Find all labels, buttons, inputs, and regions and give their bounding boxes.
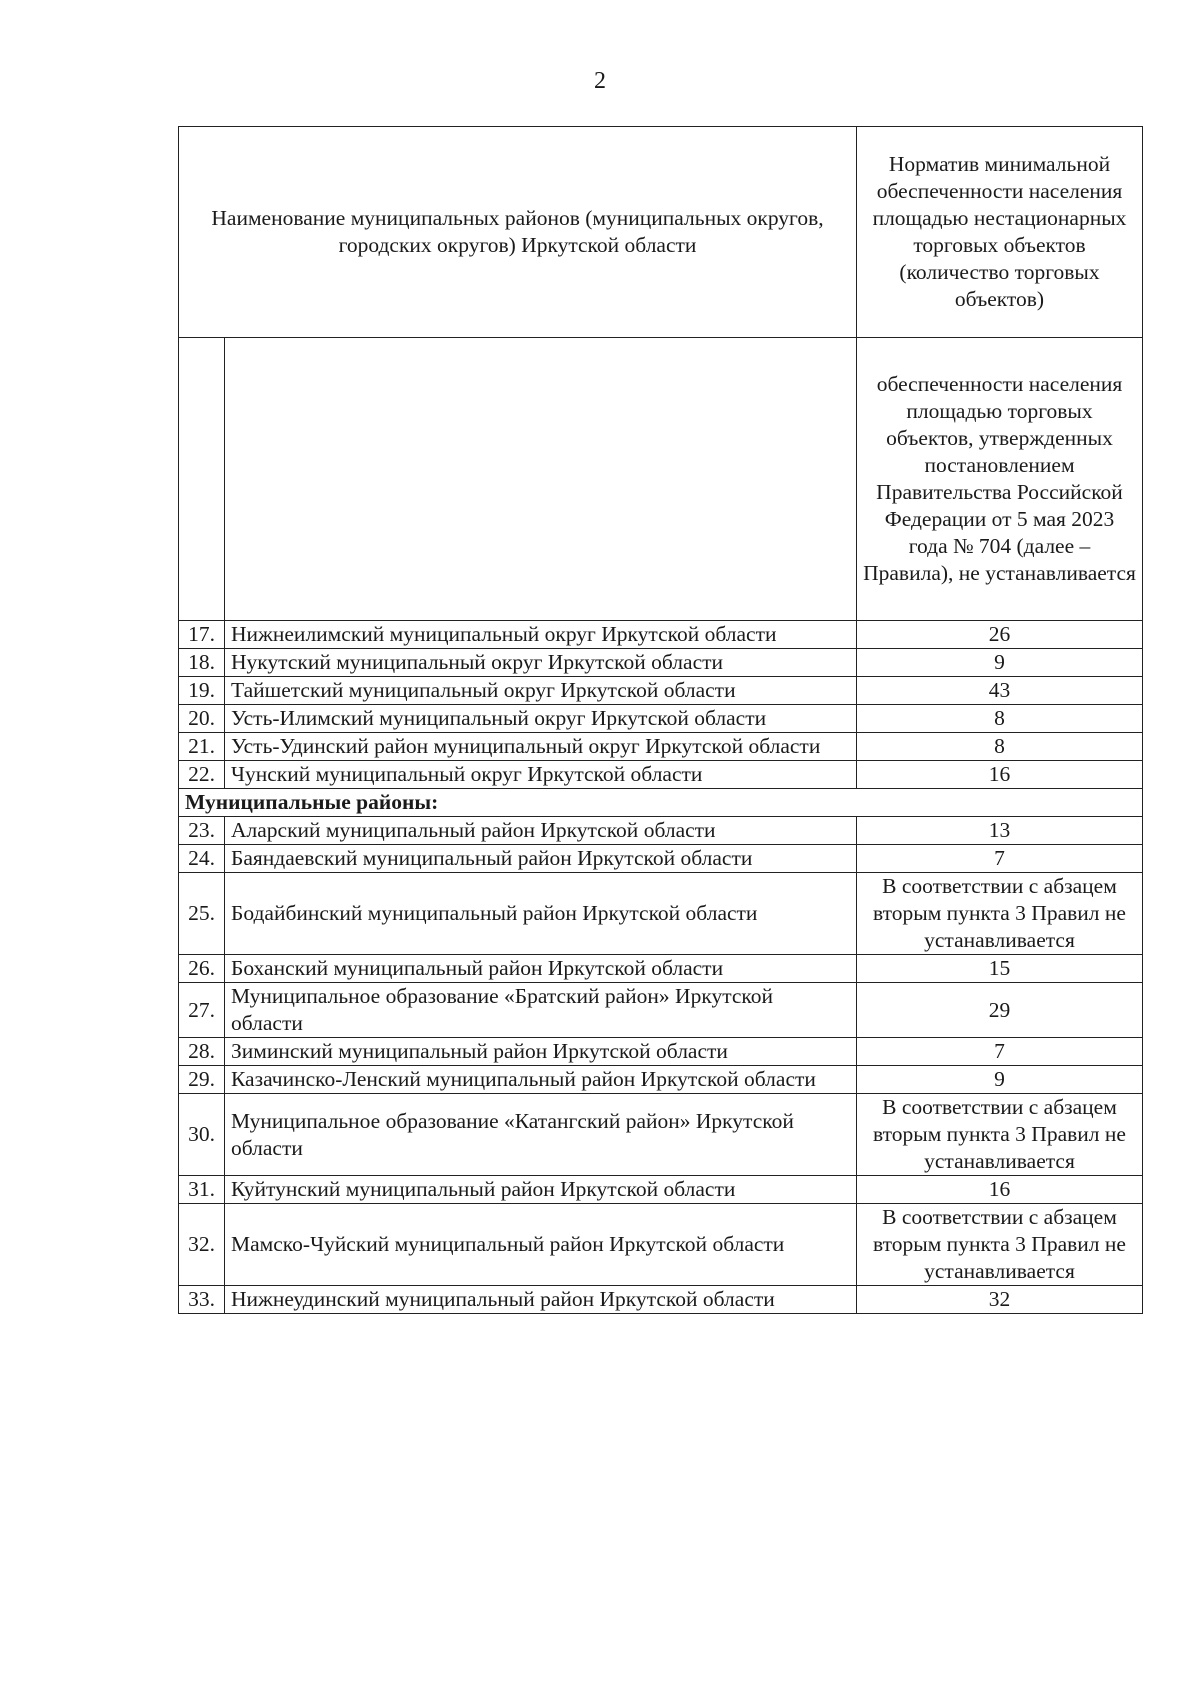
row-value-cell: В соответствии с абзацем вторым пункта 3 Правил не устанавливается [857, 1204, 1143, 1286]
row-value-cell: 7 [857, 1038, 1143, 1066]
row-name-cell: Усть-Удинский район муниципальный округ Иркутской области [225, 733, 857, 761]
table-row [179, 1204, 1143, 1286]
table-header-row [179, 127, 1143, 338]
table-row [179, 1066, 1143, 1094]
table-row [179, 621, 1143, 649]
row-number-cell: 33. [179, 1286, 225, 1314]
row-number-cell: 27. [179, 983, 225, 1038]
table-row [179, 1038, 1143, 1066]
table-row [179, 733, 1143, 761]
table-row [179, 761, 1143, 789]
row-name-cell: Боханский муниципальный район Иркутской области [225, 955, 857, 983]
row-value-cell: В соответствии с абзацем вторым пункта 3 Правил не устанавливается [857, 1094, 1143, 1176]
table-row [179, 649, 1143, 677]
row-number-cell: 32. [179, 1204, 225, 1286]
continuation-value-cell: обеспеченности населения площадью торговых объектов, утвержденных постановлением Правительства Российской Федерации от 5 мая 2023 года № 704 (далее – Правила), не устанавливается [857, 338, 1143, 621]
row-number-cell: 28. [179, 1038, 225, 1066]
row-value-cell: 32 [857, 1286, 1143, 1314]
page-number: 2 [594, 68, 606, 94]
row-number-cell: 18. [179, 649, 225, 677]
row-number-cell: 30. [179, 1094, 225, 1176]
row-name-cell: Нижнеудинский муниципальный район Иркутской области [225, 1286, 857, 1314]
header-name-cell: Наименование муниципальных районов (муниципальных округов, городских округов) Иркутской области [179, 127, 857, 338]
row-number-cell: 17. [179, 621, 225, 649]
table-row [179, 845, 1143, 873]
row-number-cell: 23. [179, 817, 225, 845]
row-number-cell: 26. [179, 955, 225, 983]
row-name-cell: Аларский муниципальный район Иркутской области [225, 817, 857, 845]
table-row [179, 983, 1143, 1038]
table-row [179, 873, 1143, 955]
row-name-cell: Казачинско-Ленский муниципальный район Иркутской области [225, 1066, 857, 1094]
row-number-cell: 19. [179, 677, 225, 705]
row-value-cell: 43 [857, 677, 1143, 705]
row-name-cell: Тайшетский муниципальный округ Иркутской области [225, 677, 857, 705]
section-title: Муниципальные районы: [179, 789, 1143, 817]
norms-table [178, 126, 1143, 1314]
row-name-cell: Муниципальное образование «Катангский район» Иркутской области [225, 1094, 857, 1176]
row-value-cell: 29 [857, 983, 1143, 1038]
row-name-cell: Куйтунский муниципальный район Иркутской области [225, 1176, 857, 1204]
table-row [179, 1094, 1143, 1176]
row-value-cell: 8 [857, 733, 1143, 761]
row-value-cell: 13 [857, 817, 1143, 845]
table-row [179, 677, 1143, 705]
row-number-cell: 21. [179, 733, 225, 761]
row-name-cell: Мамско-Чуйский муниципальный район Иркутской области [225, 1204, 857, 1286]
row-name-cell: Нижнеилимский муниципальный округ Иркутской области [225, 621, 857, 649]
row-name-cell: Нукутский муниципальный округ Иркутской области [225, 649, 857, 677]
row-value-cell: 8 [857, 705, 1143, 733]
row-value-cell: 9 [857, 649, 1143, 677]
row-value-cell: 9 [857, 1066, 1143, 1094]
row-number-cell: 24. [179, 845, 225, 873]
row-number-cell: 25. [179, 873, 225, 955]
continuation-row [179, 338, 1143, 621]
row-value-cell: 16 [857, 1176, 1143, 1204]
table-row [179, 705, 1143, 733]
table-row [179, 817, 1143, 845]
row-name-cell: Усть-Илимский муниципальный округ Иркутской области [225, 705, 857, 733]
row-value-cell: 7 [857, 845, 1143, 873]
row-value-cell: 16 [857, 761, 1143, 789]
table-row [179, 1286, 1143, 1314]
row-number-cell: 22. [179, 761, 225, 789]
row-value-cell: В соответствии с абзацем вторым пункта 3 Правил не устанавливается [857, 873, 1143, 955]
row-name-cell: Чунский муниципальный округ Иркутской области [225, 761, 857, 789]
row-value-cell: 26 [857, 621, 1143, 649]
row-number-cell: 31. [179, 1176, 225, 1204]
row-name-cell: Муниципальное образование «Братский район» Иркутской области [225, 983, 857, 1038]
row-value-cell: 15 [857, 955, 1143, 983]
row-name-cell: Баяндаевский муниципальный район Иркутской области [225, 845, 857, 873]
row-number-cell: 20. [179, 705, 225, 733]
row-number-cell [179, 338, 225, 621]
row-name-cell: Зиминский муниципальный район Иркутской области [225, 1038, 857, 1066]
table-row [179, 955, 1143, 983]
row-name-cell [225, 338, 857, 621]
section-row [179, 789, 1143, 817]
table-row [179, 1176, 1143, 1204]
row-name-cell: Бодайбинский муниципальный район Иркутской области [225, 873, 857, 955]
row-number-cell: 29. [179, 1066, 225, 1094]
header-value-cell: Норматив минимальной обеспеченности населения площадью нестационарных торговых объектов (количество торговых объектов) [857, 127, 1143, 338]
